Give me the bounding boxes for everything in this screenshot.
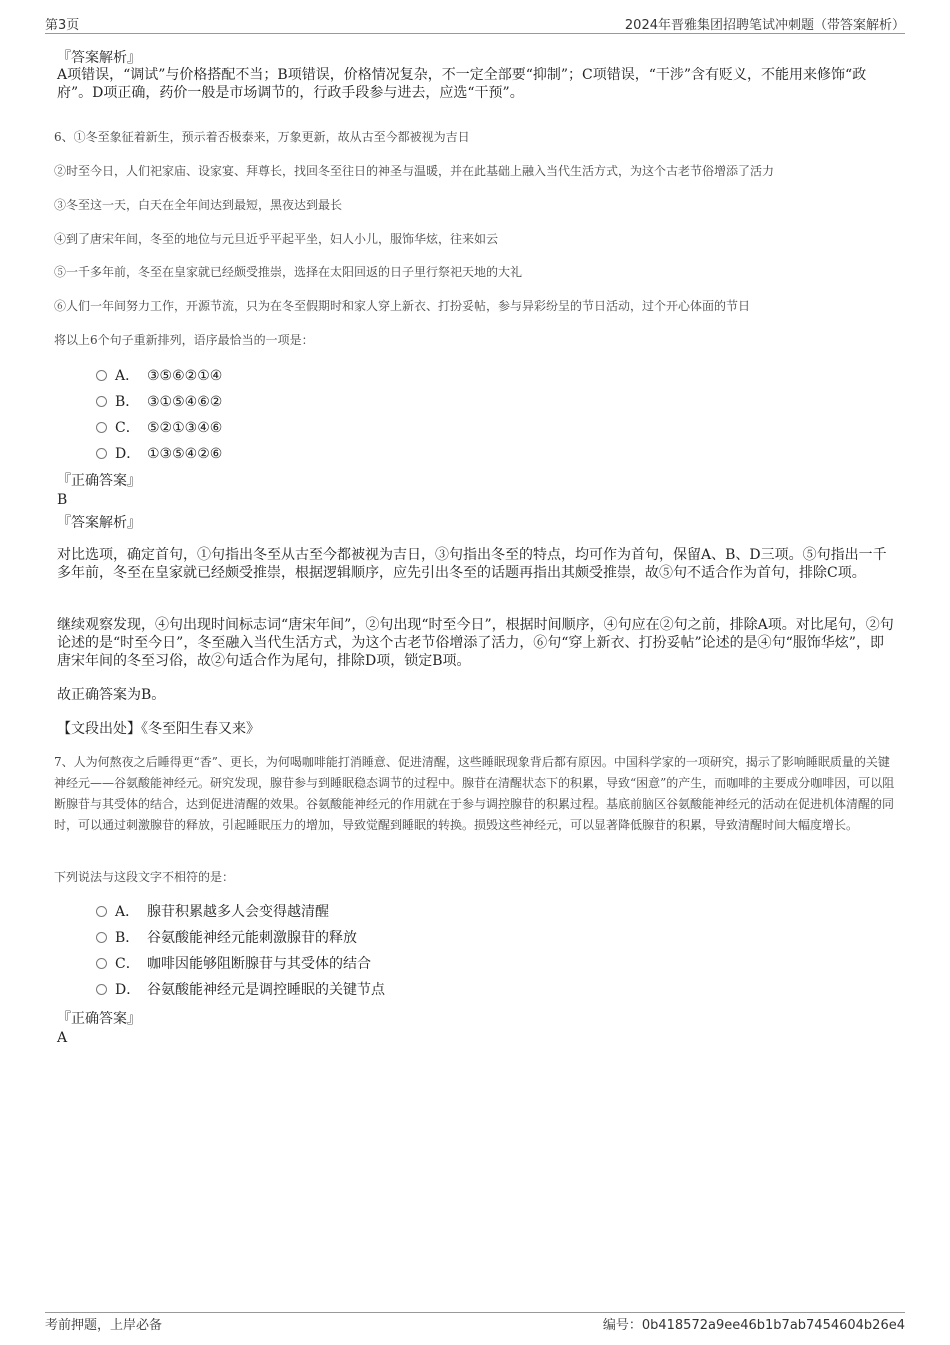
q7-option-b-letter: B．	[115, 930, 140, 946]
header-divider	[45, 33, 905, 34]
q6-option-d[interactable]	[96, 444, 222, 464]
radio-icon[interactable]	[96, 932, 107, 943]
q6-answer: B	[57, 492, 68, 508]
q7-option-b-text: 谷氨酸能神经元能刺激腺苷的释放	[147, 930, 357, 946]
q6-option-c-letter: C．	[115, 420, 140, 436]
q6-option-a-text: ③⑤⑥②①④	[147, 368, 223, 384]
page-number: 第3页	[45, 18, 80, 33]
q6-source: 【文段出处】《冬至阳生春又来》	[57, 721, 260, 737]
footer-slogan: 考前押题，上岸必备	[45, 1318, 163, 1333]
q6-option-a[interactable]	[96, 366, 222, 386]
q7-option-c-letter: C．	[115, 956, 140, 972]
q5-analysis-text: A项错误，“调试”与价格搭配不当；B项错误，价格情况复杂，不一定全部要“抑制”；C项错误，“干涉”含有贬义，不能用来修饰“政府”。D项正确，药价一般是市场调节的，行政手段参与进去，应选“干预”。	[57, 67, 867, 101]
q6-option-b[interactable]	[96, 392, 222, 412]
q6-option-a-letter: A．	[115, 368, 140, 384]
q7-option-d-letter: D．	[115, 982, 141, 998]
q7-option-a[interactable]	[96, 902, 329, 922]
document-title: 2024年晋雅集团招聘笔试冲刺题（带答案解析）	[624, 18, 905, 33]
q6-option-c[interactable]	[96, 418, 222, 438]
q6-line-5: ⑤一千多年前，冬至在皇家就已经颇受推崇，选择在太阳回返的日子里行祭祀天地的大礼	[54, 265, 523, 279]
radio-icon[interactable]	[96, 422, 107, 433]
q7-option-a-letter: A．	[115, 904, 140, 920]
q6-line-3: ③冬至这一天，白天在全年间达到最短，黑夜达到最长	[54, 198, 343, 212]
q6-line-6: ⑥人们一年间努力工作，开源节流，只为在冬至假期时和家人穿上新衣、打扮妥帖，参与异彩纷呈的节日活动，过个开心体面的节日	[54, 299, 751, 313]
q6-analysis-p2: 继续观察发现，④句出现时间标志词“唐宋年间”，②句出现“时至今日”，根据时间顺序，④句应在②句之前，排除A项。对比尾句，②句论述的是“时至今日”，冬至融入当代生活方式，为这个古老节俗增添了活力，⑥句“穿上新衣、打扮妥帖”论述的是④句“服饰华炫”，即唐宋年间的冬至习俗，故②句适合作为尾句，排除D项，锁定B项。	[57, 617, 894, 669]
q6-line-2: ②时至今日，人们祀家庙、设家宴、拜尊长，找回冬至往日的神圣与温暖，并在此基础上融入当代生活方式，为这个古老节俗增添了活力	[54, 164, 775, 178]
document-id: 编号：0b418572a9ee46b1b7ab7454604b26e4	[602, 1318, 905, 1333]
q7-option-b[interactable]	[96, 928, 357, 948]
q6-line-1: 6、①冬至象征着新生，预示着否极泰来，万象更新，故从古至今都被视为吉日	[54, 130, 470, 144]
q7-answer-label: 『正确答案』	[57, 1011, 141, 1027]
q6-option-d-letter: D．	[115, 446, 141, 462]
q6-analysis-conclusion: 故正确答案为B。	[57, 687, 166, 703]
radio-icon[interactable]	[96, 370, 107, 381]
q7-option-d[interactable]	[96, 980, 385, 1000]
q7-option-c-text: 咖啡因能够阻断腺苷与其受体的结合	[147, 956, 371, 972]
q6-analysis-label: 『答案解析』	[57, 515, 141, 531]
q7-option-a-text: 腺苷积累越多人会变得越清醒	[147, 904, 329, 920]
q6-prompt: 将以上6个句子重新排列，语序最恰当的一项是：	[54, 333, 314, 347]
radio-icon[interactable]	[96, 396, 107, 407]
radio-icon[interactable]	[96, 958, 107, 969]
radio-icon[interactable]	[96, 448, 107, 459]
q7-option-c[interactable]	[96, 954, 371, 974]
radio-icon[interactable]	[96, 984, 107, 995]
q6-option-b-text: ③①⑤④⑥②	[147, 394, 223, 410]
radio-icon[interactable]	[96, 906, 107, 917]
footer-divider	[45, 1312, 905, 1313]
q7-option-d-text: 谷氨酸能神经元是调控睡眠的关键节点	[147, 982, 385, 998]
q6-analysis-p1: 对比选项，确定首句，①句指出冬至从古至今都被视为吉日，③句指出冬至的特点，均可作为首句，保留A、B、D三项。⑤句指出一千多年前，冬至在皇家就已经颇受推崇，根据逻辑顺序，应先引出冬至的话题再指出其颇受推崇，故⑤句不适合作为首句，排除C项。	[57, 547, 887, 581]
q6-line-4: ④到了唐宋年间，冬至的地位与元旦近乎平起平坐，妇人小儿，服饰华炫，往来如云	[54, 232, 499, 246]
q6-option-b-letter: B．	[115, 394, 140, 410]
q6-option-c-text: ⑤②①③④⑥	[147, 420, 223, 436]
q6-answer-label: 『正确答案』	[57, 473, 141, 489]
q7-prompt: 下列说法与这段文字不相符的是：	[54, 870, 235, 884]
q7-answer: A	[57, 1030, 68, 1046]
q5-analysis-label: 『答案解析』	[57, 50, 141, 66]
q6-option-d-text: ①③⑤④②⑥	[147, 446, 223, 462]
q7-paragraph: 7、人为何熬夜之后睡得更“香”、更长，为何喝咖啡能打消睡意、促进清醒，这些睡眠现象背后都有原因。中国科学家的一项研究，揭示了影响睡眠质量的关键神经元——谷氨酸能神经元。研究发现，腺苷参与到睡眠稳态调节的过程中。腺苷在清醒状态下的积累，导致“困意”的产生，而咖啡的主要成分咖啡因，可以阻断腺苷与其受体的结合，达到促进清醒的效果。谷氨酸能神经元的作用就在于参与调控腺苷的积累过程。基底前脑区谷氨酸能神经元的活动在促进机体清醒的同时，可以通过刺激腺苷的释放，引起睡眠压力的增加，导致觉醒到睡眠的转换。损毁这些神经元，可以显著降低腺苷的积累，导致清醒时间大幅度增长。	[54, 755, 895, 832]
